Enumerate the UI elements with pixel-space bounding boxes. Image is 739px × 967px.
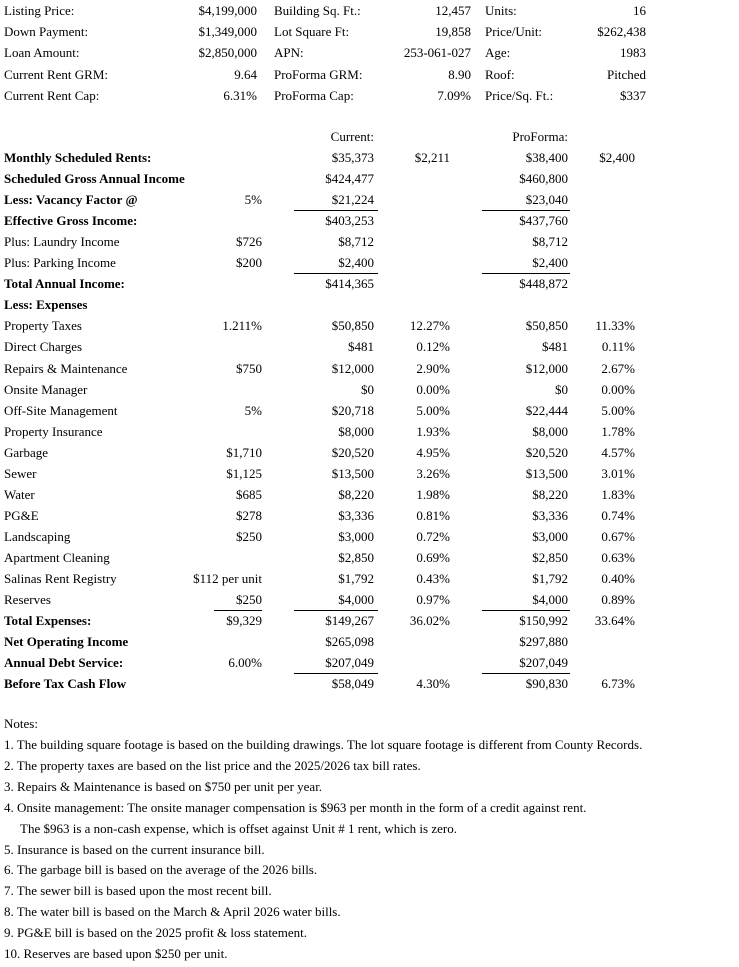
note-item: 5. Insurance is based on the current insurance bill. — [4, 841, 265, 857]
row-proforma-pct: 1.83% — [601, 486, 635, 502]
summary-label: Listing Price: — [4, 3, 75, 18]
row-current: $2,850 — [338, 549, 374, 565]
row-label: Apartment Cleaning — [4, 549, 110, 565]
row-factor: 6.00% — [228, 655, 262, 671]
row-current-pct: 0.69% — [416, 549, 450, 565]
row-proforma: $481 — [542, 339, 568, 355]
row-label: Salinas Rent Registry — [4, 571, 117, 586]
row-factor: $750 — [236, 360, 262, 376]
row-current: $21,224 — [331, 192, 374, 208]
row-current: $424,477 — [325, 171, 374, 187]
summary-label: Age: — [485, 45, 511, 61]
row-proforma-pct: 0.63% — [601, 549, 635, 565]
row-proforma-pct: 0.67% — [601, 528, 635, 544]
row-label: Repairs & Maintenance — [4, 360, 128, 376]
note-item: 8. The water bill is based on the March & April 2026 water bills. — [4, 904, 341, 920]
summary-value: $337 — [620, 87, 646, 103]
row-label: Onsite Manager — [4, 381, 88, 397]
summary-value: 1983 — [620, 45, 646, 61]
row-current-pct: 1.93% — [416, 423, 450, 439]
row-factor: $112 per unit — [193, 571, 262, 586]
row-current: $8,000 — [338, 423, 374, 439]
row-factor: $250 — [236, 528, 262, 544]
row-factor: $250 — [236, 592, 262, 608]
row-proforma-pct: $2,400 — [599, 150, 635, 165]
note-item: 2. The property taxes are based on the list price and the 2025/2026 tax bill rates. — [4, 757, 421, 773]
row-proforma: $207,049 — [519, 655, 568, 671]
summary-value: 253-061-027 — [403, 45, 471, 61]
summary-label: Price/Sq. Ft.: — [485, 87, 554, 103]
row-proforma: $3,000 — [532, 528, 568, 544]
row-proforma: $22,444 — [525, 402, 568, 418]
row-current-pct: 1.98% — [416, 486, 450, 502]
row-proforma: $50,850 — [525, 318, 568, 334]
row-factor: $726 — [236, 234, 262, 250]
row-factor: $1,125 — [226, 465, 262, 481]
summary-label: ProForma GRM: — [274, 66, 363, 82]
current-total-rule — [294, 273, 378, 274]
row-current: $1,792 — [338, 571, 374, 586]
summary-label: Roof: — [485, 66, 515, 82]
row-current: $8,220 — [338, 486, 374, 502]
row-label: Less: Expenses — [4, 297, 88, 313]
row-factor: 5% — [244, 192, 262, 208]
row-label: Reserves — [4, 592, 51, 608]
row-current: $2,400 — [338, 255, 374, 271]
row-proforma-pct: 0.40% — [601, 571, 635, 586]
row-current: $481 — [348, 339, 374, 355]
summary-label: APN: — [274, 45, 304, 61]
row-proforma-pct: 11.33% — [595, 318, 635, 334]
row-label: Water — [4, 486, 35, 502]
row-current: $12,000 — [331, 360, 374, 376]
row-label: Property Insurance — [4, 423, 103, 439]
row-factor: $200 — [236, 255, 262, 271]
row-proforma: $1,792 — [532, 571, 568, 586]
row-proforma: $8,000 — [532, 423, 568, 439]
note-item: The $963 is a non-cash expense, which is offset against Unit # 1 rent, which is zero. — [20, 820, 457, 836]
row-current-pct: 3.26% — [416, 465, 450, 481]
row-current-pct: 36.02% — [409, 613, 450, 629]
row-proforma: $38,400 — [525, 150, 568, 165]
row-factor: $9,329 — [226, 613, 262, 629]
row-current: $13,500 — [331, 465, 374, 481]
row-label: Effective Gross Income: — [4, 213, 138, 229]
factor-total-rule — [214, 610, 262, 611]
row-label: Sewer — [4, 465, 37, 481]
row-label: Before Tax Cash Flow — [4, 676, 127, 692]
row-current: $403,253 — [325, 213, 374, 229]
row-label: Less: Vacancy Factor @ — [4, 192, 138, 208]
proforma-total-rule — [482, 673, 570, 674]
row-proforma: $0 — [555, 381, 568, 397]
row-factor: 5% — [244, 402, 262, 418]
row-label: Landscaping — [4, 528, 71, 544]
row-proforma: $23,040 — [525, 192, 568, 208]
row-proforma: $448,872 — [519, 276, 568, 292]
row-current-pct: 5.00% — [416, 402, 450, 418]
row-current-pct: 0.72% — [416, 528, 450, 544]
row-proforma: $4,000 — [532, 592, 568, 608]
row-proforma-pct: 5.00% — [601, 402, 635, 418]
row-label: Scheduled Gross Annual Income — [4, 171, 185, 187]
summary-label: Price/Unit: — [485, 24, 543, 40]
row-factor: $685 — [236, 486, 262, 502]
proforma-total-rule — [482, 610, 570, 611]
summary-label: Loan Amount: — [4, 45, 80, 61]
row-proforma: $297,880 — [519, 634, 568, 650]
note-item: 3. Repairs & Maintenance is based on $750 per unit per year. — [4, 778, 323, 794]
row-proforma: $3,336 — [532, 507, 568, 523]
row-current-pct: 12.27% — [409, 318, 450, 334]
summary-label: Units: — [485, 3, 517, 18]
row-proforma: $8,712 — [532, 234, 568, 250]
summary-value: 6.31% — [223, 87, 257, 103]
row-current: $414,365 — [325, 276, 374, 292]
summary-label: Current Rent GRM: — [4, 66, 108, 82]
summary-value: 16 — [633, 3, 646, 18]
row-proforma: $8,220 — [532, 486, 568, 502]
row-label: Annual Debt Service: — [4, 655, 124, 671]
row-proforma: $437,760 — [519, 213, 568, 229]
row-label: Property Taxes — [4, 318, 82, 334]
row-label: Monthly Scheduled Rents: — [4, 150, 152, 165]
proforma-total-rule — [482, 210, 570, 211]
row-proforma-pct: 0.74% — [601, 507, 635, 523]
summary-label: ProForma Cap: — [274, 87, 354, 103]
row-current: $35,373 — [331, 150, 374, 165]
summary-label: Building Sq. Ft.: — [274, 3, 361, 18]
summary-label: Down Payment: — [4, 24, 89, 40]
row-current-pct: $2,211 — [414, 150, 450, 165]
row-label: Direct Charges — [4, 339, 83, 355]
row-current-pct: 4.30% — [416, 676, 450, 692]
row-proforma-pct: 0.89% — [601, 592, 635, 608]
proforma-total-rule — [482, 273, 570, 274]
row-proforma-pct: 2.67% — [601, 360, 635, 376]
row-proforma: $150,992 — [519, 613, 568, 629]
summary-value: 9.64 — [234, 66, 257, 82]
note-item: 10. Reserves are based upon $250 per unit. — [4, 946, 228, 961]
row-label: Total Annual Income: — [4, 276, 125, 292]
row-current-pct: 2.90% — [416, 360, 450, 376]
note-item: 9. PG&E bill is based on the 2025 profit & loss statement. — [4, 925, 307, 941]
notes-title: Notes: — [4, 716, 38, 731]
note-item: 6. The garbage bill is based on the average of the 2026 bills. — [4, 862, 318, 878]
row-current: $207,049 — [325, 655, 374, 671]
row-current-pct: 0.81% — [416, 507, 450, 523]
summary-value: $1,349,000 — [198, 24, 257, 40]
row-factor: 1.211% — [222, 318, 262, 334]
summary-value: 12,457 — [435, 3, 471, 18]
summary-label: Lot Square Ft: — [274, 24, 350, 40]
note-item: 7. The sewer bill is based upon the most recent bill. — [4, 883, 272, 899]
row-label: Plus: Laundry Income — [4, 234, 120, 250]
summary-label: Current Rent Cap: — [4, 87, 100, 103]
row-current-pct: 4.95% — [416, 444, 450, 460]
row-current: $50,850 — [331, 318, 374, 334]
note-item: 4. Onsite management: The onsite manager compensation is $963 per month in the form of a credit against rent. — [4, 799, 587, 815]
row-current: $58,049 — [331, 676, 374, 692]
row-current: $8,712 — [338, 234, 374, 250]
proforma-header: ProForma: — [512, 129, 568, 144]
row-proforma: $90,830 — [525, 676, 568, 692]
row-proforma: $460,800 — [519, 171, 568, 187]
row-factor: $1,710 — [226, 444, 262, 460]
row-proforma-pct: 6.73% — [601, 676, 635, 692]
row-proforma: $2,850 — [532, 549, 568, 565]
summary-value: Pitched — [607, 66, 646, 82]
summary-value: 8.90 — [448, 66, 471, 82]
row-current: $4,000 — [338, 592, 374, 608]
summary-value: 7.09% — [437, 87, 471, 103]
row-proforma: $13,500 — [525, 465, 568, 481]
current-total-rule — [294, 210, 378, 211]
summary-value: 19,858 — [435, 24, 471, 40]
row-proforma: $12,000 — [525, 360, 568, 376]
row-label: Garbage — [4, 444, 49, 460]
summary-value: $4,199,000 — [198, 3, 257, 18]
row-label: Total Expenses: — [4, 613, 92, 629]
row-proforma-pct: 0.11% — [601, 339, 635, 355]
current-total-rule — [294, 673, 378, 674]
row-proforma-pct: 33.64% — [594, 613, 635, 629]
row-proforma-pct: 0.00% — [601, 381, 635, 397]
row-current: $0 — [361, 381, 374, 397]
row-label: Plus: Parking Income — [4, 255, 116, 271]
row-label: Net Operating Income — [4, 634, 129, 650]
row-current: $20,520 — [331, 444, 374, 460]
row-current-pct: 0.00% — [416, 381, 450, 397]
current-total-rule — [294, 610, 378, 611]
row-proforma: $20,520 — [525, 444, 568, 460]
row-factor: $278 — [236, 507, 262, 523]
row-current: $3,336 — [338, 507, 374, 523]
summary-value: $2,850,000 — [198, 45, 257, 61]
row-current: $149,267 — [325, 613, 374, 629]
row-current-pct: 0.97% — [416, 592, 450, 608]
row-current-pct: 0.12% — [416, 339, 450, 355]
row-current-pct: 0.43% — [416, 571, 450, 586]
row-proforma-pct: 1.78% — [601, 423, 635, 439]
row-proforma-pct: 4.57% — [601, 444, 635, 460]
row-proforma: $2,400 — [532, 255, 568, 271]
row-label: Off-Site Management — [4, 402, 118, 418]
row-label: PG&E — [4, 507, 39, 523]
row-proforma-pct: 3.01% — [601, 465, 635, 481]
row-current: $20,718 — [331, 402, 374, 418]
row-current: $265,098 — [325, 634, 374, 650]
note-item: 1. The building square footage is based on the building drawings. The lot square footage is different from County Records. — [4, 737, 643, 752]
current-header: Current: — [330, 129, 374, 144]
row-current: $3,000 — [338, 528, 374, 544]
summary-value: $262,438 — [597, 24, 646, 40]
